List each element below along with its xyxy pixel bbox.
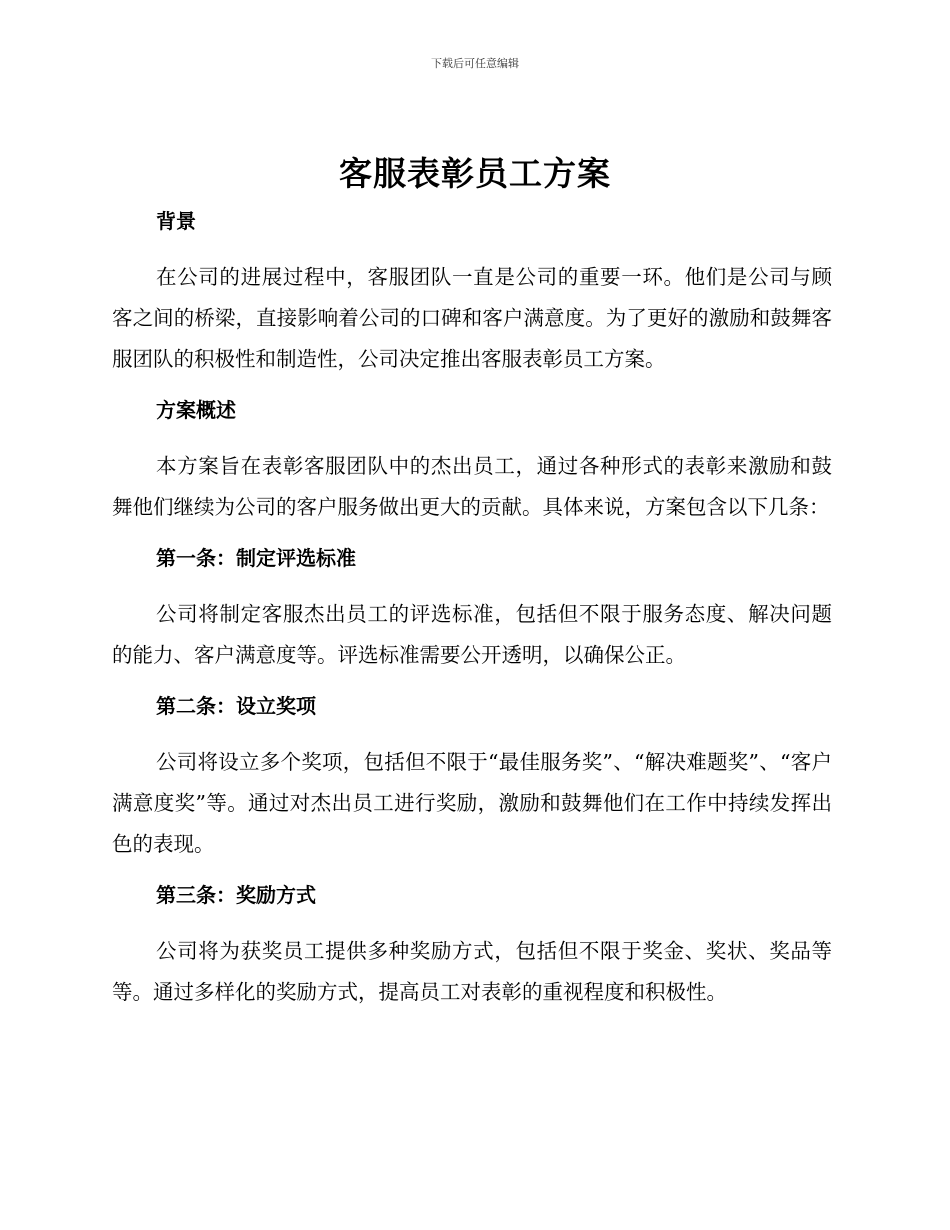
document-body <box>112 205 832 1013</box>
section-heading-background: 背景 <box>156 209 196 233</box>
section-paragraph-article-1: 公司将制定客服杰出员工的评选标准，包括但不限于服务态度、解决问题的能力、客户满意度等。评选标准需要公开透明，以确保公正。 <box>112 602 832 667</box>
document-title: 客服表彰员工方案 <box>339 154 611 193</box>
header-note: 下载后可任意编辑 <box>431 57 519 70</box>
section-heading-article-1: 第一条：制定评选标准 <box>156 546 356 570</box>
section-paragraph-article-3: 公司将为获奖员工提供多种奖励方式，包括但不限于奖金、奖状、奖品等等。通过多样化的奖励方式，提高员工对表彰的重视程度和积极性。 <box>112 939 832 1004</box>
section-heading-overview: 方案概述 <box>156 398 236 422</box>
section-heading-article-2: 第二条：设立奖项 <box>156 694 316 718</box>
section-paragraph-article-2: 公司将设立多个奖项，包括但不限于“最佳服务奖”、“解决难题奖”、“客户满意度奖”等。通过对杰出员工进行奖励，激励和鼓舞他们在工作中持续发挥出色的表现。 <box>112 750 832 856</box>
section-heading-article-3: 第三条：奖励方式 <box>156 883 316 907</box>
section-paragraph-background: 在公司的进展过程中，客服团队一直是公司的重要一环。他们是公司与顾客之间的桥梁，直接影响着公司的口碑和客户满意度。为了更好的激励和鼓舞客服团队的积极性和制造性，公司决定推出客服表彰员工方案。 <box>112 265 832 371</box>
section-paragraph-overview: 本方案旨在表彰客服团队中的杰出员工，通过各种形式的表彰来激励和鼓舞他们继续为公司的客户服务做出更大的贡献。具体来说，方案包含以下几条： <box>112 454 832 519</box>
